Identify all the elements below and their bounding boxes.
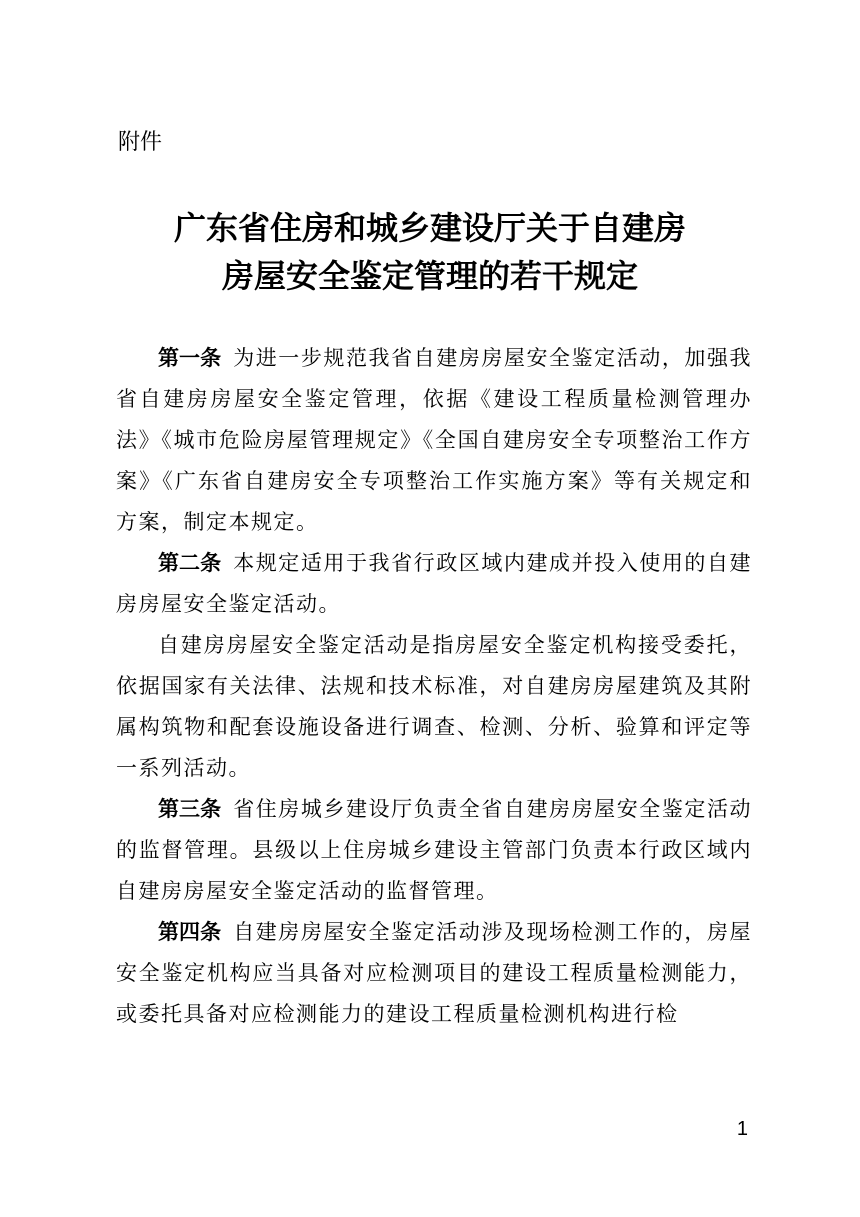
title-line-1: 广东省住房和城乡建设厅关于自建房 — [173, 209, 686, 247]
article-3-label: 第三条 — [158, 797, 222, 821]
article-2-label: 第二条 — [158, 551, 222, 575]
article-2 — [116, 543, 752, 625]
article-4-label: 第四条 — [158, 920, 222, 944]
article-1-text: 为进一步规范我省自建房房屋安全鉴定活动，加强我省自建房房屋安全鉴定管理，依据《建设工程质量检测管理办法》《城市危险房屋管理规定》《全国自建房安全专项整治工作方案》《广东省自建房安全专项整治工作实施方案》等有关规定和方案，制定本规定。 — [116, 346, 753, 534]
document-title — [110, 204, 750, 300]
article-4-text: 自建房房屋安全鉴定活动涉及现场检测工作的，房屋安全鉴定机构应当具备对应检测项目的建设工程质量检测能力，或委托具备对应检测能力的建设工程质量检测机构进行检 — [116, 920, 753, 1026]
article-3 — [116, 789, 752, 912]
article-1-label: 第一条 — [158, 346, 222, 370]
article-3-text: 省住房城乡建设厅负责全省自建房房屋安全鉴定活动的监督管理。县级以上住房城乡建设主管部门负责本行政区域内自建房房屋安全鉴定活动的监督管理。 — [116, 797, 753, 903]
article-2-text: 本规定适用于我省行政区域内建成并投入使用的自建房房屋安全鉴定活动。 — [116, 551, 753, 616]
title-line-2: 房屋安全鉴定管理的若干规定 — [221, 257, 638, 295]
article-2-paragraph-2-text: 自建房房屋安全鉴定活动是指房屋安全鉴定机构接受委托，依据国家有关法律、法规和技术标准，对自建房房屋建筑及其附属构筑物和配套设施设备进行调查、检测、分析、验算和评定等一系列活动。 — [116, 633, 752, 780]
article-2-paragraph-2 — [116, 625, 752, 789]
attachment-label: 附件 — [118, 130, 163, 155]
page-number: 1 — [736, 1118, 748, 1140]
article-1 — [116, 338, 752, 543]
document-body — [116, 338, 752, 1035]
article-4 — [116, 912, 752, 1035]
